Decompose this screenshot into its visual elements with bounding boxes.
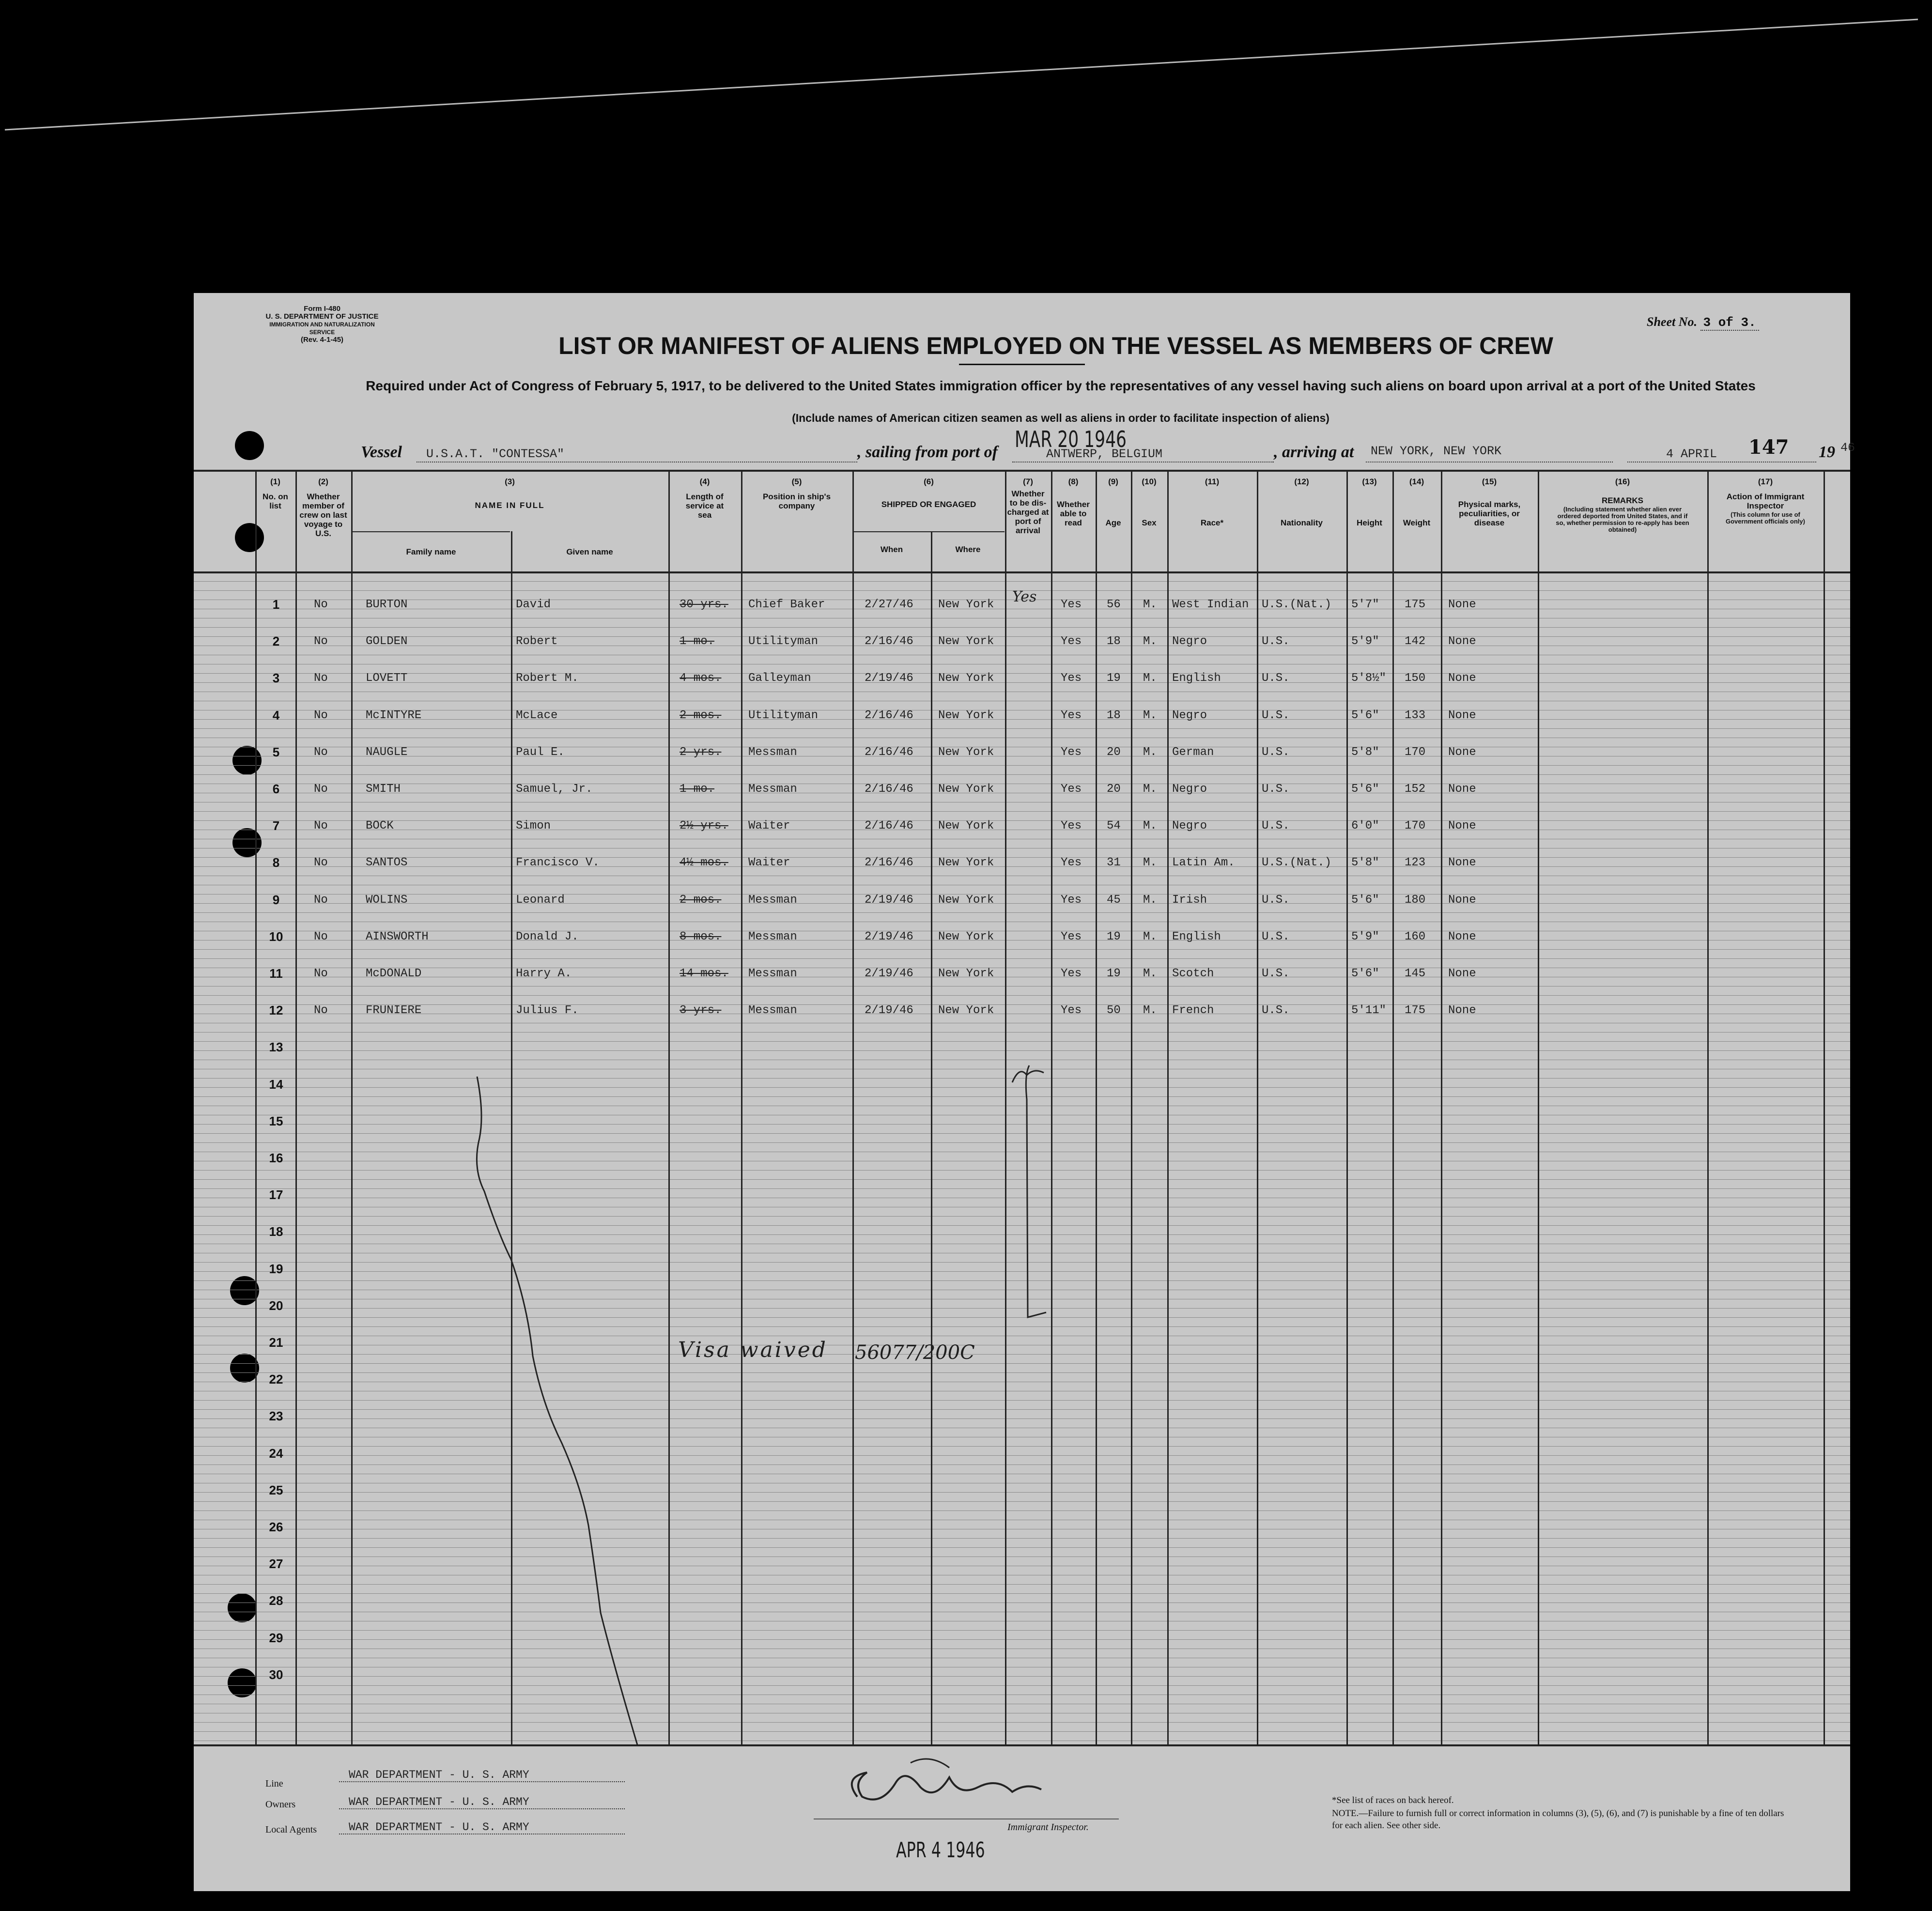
row-number: 23 (269, 1409, 283, 1424)
position-cell: Chief Baker (748, 598, 825, 611)
department: U. S. DEPARTMENT OF JUSTICE (265, 312, 379, 321)
nationality-cell: U.S. (1262, 635, 1290, 648)
race-cell: Negro (1172, 709, 1207, 722)
row-number: 17 (269, 1187, 283, 1202)
weight-cell: 152 (1405, 783, 1426, 796)
height-cell: 5'9" (1351, 930, 1379, 943)
form-number: Form I-480 (304, 305, 340, 313)
race-cell: English (1172, 930, 1221, 943)
sex-cell: M. (1143, 819, 1157, 833)
table-bottom-rule (194, 1744, 1850, 1746)
prev-voyage-cell: No (314, 598, 328, 611)
length-of-service-cell: 2 yrs. (680, 745, 722, 759)
date-stamp-top: MAR 20 1946 (1015, 426, 1127, 452)
given-name-cell: Simon (516, 819, 551, 833)
col-16-header: (16) REMARKS (Including statement whether alien ever ordered deported from United States, and if so, whether permission to re-apply has been obtained) (1556, 477, 1689, 533)
shipped-where-cell: New York (938, 635, 994, 648)
row-number: 9 (272, 892, 280, 907)
race-cell: French (1172, 1004, 1214, 1017)
sex-cell: M. (1143, 745, 1157, 759)
age-cell: 54 (1107, 819, 1121, 833)
family-name-cell: BURTON (366, 598, 408, 611)
position-cell: Messman (748, 1004, 797, 1017)
nationality-cell: U.S. (1262, 672, 1290, 685)
physical-marks-cell: None (1448, 856, 1476, 870)
able-to-read-cell: Yes (1061, 856, 1082, 870)
weight-cell: 170 (1405, 745, 1426, 759)
race-cell: Negro (1172, 783, 1207, 796)
position-cell: Utilityman (748, 635, 819, 648)
row-number: 8 (272, 855, 280, 870)
race-cell: German (1172, 745, 1214, 759)
manifest-sheet (194, 293, 1855, 1891)
shipped-where-cell: New York (938, 745, 994, 759)
race-cell: Irish (1172, 893, 1207, 907)
row-number: 3 (272, 671, 280, 686)
row-number: 26 (269, 1520, 283, 1534)
row-number: 22 (269, 1372, 283, 1387)
row-number: 20 (269, 1298, 283, 1313)
length-of-service-cell: 1 mo. (680, 635, 715, 648)
owners-label: Owners (265, 1799, 296, 1810)
agents-label: Local Agents (265, 1824, 317, 1835)
sex-cell: M. (1143, 635, 1157, 648)
physical-marks-cell: None (1448, 893, 1476, 907)
sex-cell: M. (1143, 1004, 1157, 1017)
col-13-header: (13) Height (1357, 477, 1382, 527)
able-to-read-cell: Yes (1061, 893, 1082, 907)
height-cell: 5'6" (1351, 967, 1379, 980)
weight-cell: 175 (1405, 598, 1426, 611)
length-of-service-cell: 4 mos. (680, 672, 722, 685)
row-number: 4 (272, 708, 280, 723)
vessel-label: Vessel (361, 443, 402, 461)
shipped-when-cell: 2/16/46 (865, 745, 913, 759)
position-cell: Galleyman (748, 672, 811, 685)
position-cell: Messman (748, 930, 797, 943)
sheet-number-value: 3 of 3. (1700, 315, 1759, 331)
visa-waived-note: Visa waived (678, 1338, 828, 1362)
row-number: 16 (269, 1151, 283, 1165)
row-number: 28 (269, 1593, 283, 1608)
form-revision: (Rev. 4-1-45) (300, 336, 344, 344)
height-cell: 5'7" (1351, 598, 1379, 611)
height-cell: 6'0" (1351, 819, 1379, 833)
able-to-read-cell: Yes (1061, 819, 1082, 833)
inspector-signature (823, 1748, 1114, 1821)
weight-cell: 133 (1405, 709, 1426, 722)
nationality-cell: U.S. (1262, 1004, 1290, 1017)
family-name-header: Family name (406, 547, 456, 556)
given-name-cell: Francisco V. (516, 856, 600, 870)
height-cell: 5'9" (1351, 635, 1379, 648)
physical-marks-cell: None (1448, 635, 1476, 648)
family-name-cell: WOLINS (366, 893, 408, 907)
age-cell: 31 (1107, 856, 1121, 870)
row-number: 1 (272, 597, 280, 612)
shipped-when-cell: 2/16/46 (865, 819, 913, 833)
given-name-header: Given name (566, 547, 613, 556)
sex-cell: M. (1143, 967, 1157, 980)
given-name-cell: Julius F. (516, 1004, 579, 1017)
age-cell: 45 (1107, 893, 1121, 907)
include-note: (Include names of American citizen seamen as well as aliens in order to facilitate inspection of aliens) (792, 412, 1329, 424)
year-prefix: 19 (1819, 443, 1835, 461)
row-number: 27 (269, 1557, 283, 1572)
weight-cell: 145 (1405, 967, 1426, 980)
shipped-where-cell: New York (938, 598, 994, 611)
arriving-value: NEW YORK, NEW YORK (1371, 444, 1502, 458)
date-stamp-bottom: APR 4 1946 (896, 1838, 985, 1863)
sex-cell: M. (1143, 709, 1157, 722)
family-name-cell: McDONALD (366, 967, 422, 980)
physical-marks-cell: None (1448, 745, 1476, 759)
age-cell: 19 (1107, 930, 1121, 943)
given-name-cell: Samuel, Jr. (516, 783, 593, 796)
shipped-where-cell: New York (938, 856, 994, 870)
physical-marks-cell: None (1448, 598, 1476, 611)
length-of-service-cell: 14 mos. (680, 967, 728, 980)
row-number: 29 (269, 1630, 283, 1645)
row-number: 15 (269, 1113, 283, 1128)
shipped-where-cell: New York (938, 783, 994, 796)
given-name-cell: Robert M. (516, 672, 579, 685)
sheet-number-label: Sheet No. (1647, 315, 1697, 329)
race-cell: West Indian (1172, 598, 1249, 611)
height-cell: 5'8½" (1351, 672, 1387, 685)
row-number: 12 (269, 1003, 283, 1018)
row-number: 21 (269, 1335, 283, 1350)
able-to-read-cell: Yes (1061, 1004, 1082, 1017)
row-number: 6 (272, 782, 280, 796)
family-name-cell: McINTYRE (366, 709, 422, 722)
able-to-read-cell: Yes (1061, 745, 1082, 759)
race-cell: Latin Am. (1172, 856, 1235, 870)
nationality-cell: U.S.(Nat.) (1262, 598, 1332, 611)
shipped-when-cell: 2/19/46 (865, 930, 913, 943)
shipped-where-cell: New York (938, 1004, 994, 1017)
able-to-read-cell: Yes (1061, 709, 1082, 722)
nationality-cell: U.S. (1262, 783, 1290, 796)
shipped-where-cell: New York (938, 672, 994, 685)
height-cell: 5'6" (1351, 783, 1379, 796)
line-value: WAR DEPARTMENT - U. S. ARMY (339, 1769, 625, 1782)
weight-cell: 170 (1405, 819, 1426, 833)
nationality-cell: U.S. (1262, 709, 1290, 722)
physical-marks-cell: None (1448, 709, 1476, 722)
age-cell: 19 (1107, 672, 1121, 685)
family-name-cell: SANTOS (366, 856, 408, 870)
line-label: Line (265, 1778, 283, 1789)
length-of-service-cell: 8 mos. (680, 930, 722, 943)
row-number: 7 (272, 818, 280, 833)
agents-value: WAR DEPARTMENT - U. S. ARMY (339, 1821, 625, 1834)
length-of-service-cell: 30 yrs. (680, 598, 728, 611)
height-cell: 5'8" (1351, 745, 1379, 759)
punch-hole (235, 431, 264, 460)
length-of-service-cell: 3 yrs. (680, 1004, 722, 1017)
col-4-header: (4) Length of service at sea (685, 477, 724, 520)
age-cell: 19 (1107, 967, 1121, 980)
shipped-where-cell: New York (938, 893, 994, 907)
shipped-when-cell: 2/16/46 (865, 635, 913, 648)
shipped-when-cell: 2/19/46 (865, 967, 913, 980)
given-name-cell: David (516, 598, 551, 611)
age-cell: 50 (1107, 1004, 1121, 1017)
vessel-value: U.S.A.T. "CONTESSA" (426, 447, 565, 461)
nationality-cell: U.S. (1262, 745, 1290, 759)
height-cell: 5'11" (1351, 1004, 1387, 1017)
title-underline (959, 364, 1085, 365)
shipped-when-cell: 2/16/46 (865, 783, 913, 796)
able-to-read-cell: Yes (1061, 967, 1082, 980)
prev-voyage-cell: No (314, 783, 328, 796)
race-cell: Negro (1172, 635, 1207, 648)
crew-table (194, 470, 1850, 1748)
col-15-header: (15) Physical marks, peculiarities, or disease (1458, 477, 1521, 527)
race-cell: English (1172, 672, 1221, 685)
position-cell: Waiter (748, 856, 790, 870)
arrival-date: 4 APRIL (1666, 447, 1717, 461)
scan-artifact-line (0, 0, 1932, 145)
weight-cell: 175 (1405, 1004, 1426, 1017)
able-to-read-cell: Yes (1061, 672, 1082, 685)
sex-cell: M. (1143, 893, 1157, 907)
shipped-where-cell: New York (938, 967, 994, 980)
prev-voyage-cell: No (314, 635, 328, 648)
col-5-header: (5) Position in ship's company (762, 477, 831, 510)
shipped-when-cell: 2/16/46 (865, 709, 913, 722)
length-of-service-cell: 1 mo. (680, 783, 715, 796)
prev-voyage-cell: No (314, 893, 328, 907)
col-14-header: (14) Weight (1403, 477, 1431, 527)
physical-marks-cell: None (1448, 930, 1476, 943)
page-number: 147 (1748, 436, 1789, 459)
weight-cell: 150 (1405, 672, 1426, 685)
sailing-from-value: ANTWERP, BELGIUM (1046, 447, 1163, 461)
year-suffix: 46 (1840, 441, 1855, 455)
prev-voyage-cell: No (314, 819, 328, 833)
given-name-cell: Donald J. (516, 930, 579, 943)
row-number: 18 (269, 1224, 283, 1239)
page-title: LIST OR MANIFEST OF ALIENS EMPLOYED ON THE VESSEL AS MEMBERS OF CREW (558, 332, 1553, 359)
discharge-cell: Yes (1012, 588, 1037, 605)
row-number: 11 (269, 966, 283, 981)
col-9-header: (9) Age (1105, 477, 1121, 527)
file-number-note: 56077/200C (855, 1341, 975, 1364)
race-cell: Scotch (1172, 967, 1214, 980)
age-cell: 20 (1107, 783, 1121, 796)
physical-marks-cell: None (1448, 783, 1476, 796)
nationality-cell: U.S. (1262, 930, 1290, 943)
able-to-read-cell: Yes (1061, 930, 1082, 943)
col-2-header: (2) Whether member of crew on last voyage to U.S. (299, 477, 347, 538)
family-name-cell: GOLDEN (366, 635, 408, 648)
position-cell: Messman (748, 745, 797, 759)
race-cell: Negro (1172, 819, 1207, 833)
col-10-header: (10) Sex (1142, 477, 1157, 527)
position-cell: Messman (748, 783, 797, 796)
height-cell: 5'6" (1351, 893, 1379, 907)
col-12-header: (12) Nationality (1281, 477, 1323, 527)
col-1-header: (1) No. on list (263, 477, 288, 510)
physical-marks-cell: None (1448, 672, 1476, 685)
row-number: 5 (272, 744, 280, 759)
length-of-service-cell: 4½ mos. (680, 856, 728, 870)
col-11-header: (11) Race* (1200, 477, 1224, 527)
height-cell: 5'8" (1351, 856, 1379, 870)
family-name-cell: FRUNIERE (366, 1004, 422, 1017)
arriving-label: , arriving at (1274, 443, 1354, 461)
length-of-service-cell: 2½ yrs. (680, 819, 728, 833)
sex-cell: M. (1143, 783, 1157, 796)
given-name-cell: Leonard (516, 893, 565, 907)
able-to-read-cell: Yes (1061, 783, 1082, 796)
length-of-service-cell: 2 mos. (680, 709, 722, 722)
physical-marks-cell: None (1448, 1004, 1476, 1017)
position-cell: Messman (748, 893, 797, 907)
row-number: 13 (269, 1040, 283, 1055)
row-number: 24 (269, 1446, 283, 1461)
shipped-when-cell: 2/16/46 (865, 856, 913, 870)
sheet-number (1647, 315, 1759, 330)
weight-cell: 160 (1405, 930, 1426, 943)
row-number: 2 (272, 634, 280, 649)
sex-cell: M. (1143, 598, 1157, 611)
form-id-block (262, 305, 383, 344)
sailing-label: , sailing from port of (857, 443, 998, 461)
family-name-cell: LOVETT (366, 672, 408, 685)
row-number: 14 (269, 1077, 283, 1092)
pen-marks (194, 470, 1850, 1744)
age-cell: 56 (1107, 598, 1121, 611)
height-cell: 5'6" (1351, 709, 1379, 722)
penalty-note: NOTE.—Failure to furnish full or correct information in columns (3), (5), (6), and (7) is punishable by a fine of ten dollars for each alien. See other side. (1332, 1808, 1784, 1831)
age-cell: 18 (1107, 709, 1121, 722)
family-name-cell: SMITH (366, 783, 401, 796)
prev-voyage-cell: No (314, 672, 328, 685)
weight-cell: 180 (1405, 893, 1426, 907)
shipped-where-cell: New York (938, 819, 994, 833)
prev-voyage-cell: No (314, 930, 328, 943)
inspector-label: Immigrant Inspector. (1007, 1822, 1089, 1833)
physical-marks-cell: None (1448, 967, 1476, 980)
family-name-cell: AINSWORTH (366, 930, 429, 943)
given-name-cell: Paul E. (516, 745, 565, 759)
given-name-cell: McLace (516, 709, 558, 722)
col-3-header: (3) NAME IN FULL (475, 477, 545, 510)
nationality-cell: U.S. (1262, 893, 1290, 907)
shipped-when-cell: 2/19/46 (865, 1004, 913, 1017)
shipped-where-cell: New York (938, 709, 994, 722)
given-name-cell: Robert (516, 635, 558, 648)
prev-voyage-cell: No (314, 745, 328, 759)
prev-voyage-cell: No (314, 709, 328, 722)
physical-marks-cell: None (1448, 819, 1476, 833)
prev-voyage-cell: No (314, 856, 328, 870)
sex-cell: M. (1143, 856, 1157, 870)
col-17-header: (17) Action of Immigrant Inspector (This column for use of Government officials only) (1726, 477, 1805, 525)
length-of-service-cell: 2 mos. (680, 893, 722, 907)
age-cell: 18 (1107, 635, 1121, 648)
races-footnote: *See list of races on back hereof. (1332, 1795, 1454, 1805)
family-name-cell: BOCK (366, 819, 394, 833)
position-cell: Messman (748, 967, 797, 980)
age-cell: 20 (1107, 745, 1121, 759)
prev-voyage-cell: No (314, 967, 328, 980)
row-number: 19 (269, 1261, 283, 1276)
position-cell: Waiter (748, 819, 790, 833)
col-8-header: (8) Whether able to read (1057, 477, 1090, 527)
given-name-cell: Harry A. (516, 967, 572, 980)
shipped-when-cell: 2/19/46 (865, 672, 913, 685)
nationality-cell: U.S. (1262, 967, 1290, 980)
weight-cell: 123 (1405, 856, 1426, 870)
nationality-cell: U.S.(Nat.) (1262, 856, 1332, 870)
row-number: 25 (269, 1482, 283, 1497)
row-number: 10 (269, 929, 283, 944)
family-name-cell: NAUGLE (366, 745, 408, 759)
shipped-where-cell: New York (938, 930, 994, 943)
weight-cell: 142 (1405, 635, 1426, 648)
col-6-header: (6) SHIPPED OR ENGAGED (881, 477, 976, 509)
sex-cell: M. (1143, 930, 1157, 943)
able-to-read-cell: Yes (1061, 598, 1082, 611)
able-to-read-cell: Yes (1061, 635, 1082, 648)
position-cell: Utilityman (748, 709, 819, 722)
where-header: Where (955, 545, 981, 554)
sex-cell: M. (1143, 672, 1157, 685)
col-7-header: (7) Whether to be dis-charged at port of arrival (1007, 477, 1049, 535)
shipped-when-cell: 2/27/46 (865, 598, 913, 611)
legal-subtitle: Required under Act of Congress of February 5, 1917, to be delivered to the United States immigration officer by the representatives of any vessel having such aliens on board upon arrival at a port of the United States (366, 378, 1756, 393)
nationality-cell: U.S. (1262, 819, 1290, 833)
service-name: IMMIGRATION AND NATURALIZATION SERVICE (269, 321, 375, 336)
shipped-when-cell: 2/19/46 (865, 893, 913, 907)
when-header: When (880, 545, 903, 554)
owners-value: WAR DEPARTMENT - U. S. ARMY (339, 1796, 625, 1809)
prev-voyage-cell: No (314, 1004, 328, 1017)
row-number: 30 (269, 1667, 283, 1682)
